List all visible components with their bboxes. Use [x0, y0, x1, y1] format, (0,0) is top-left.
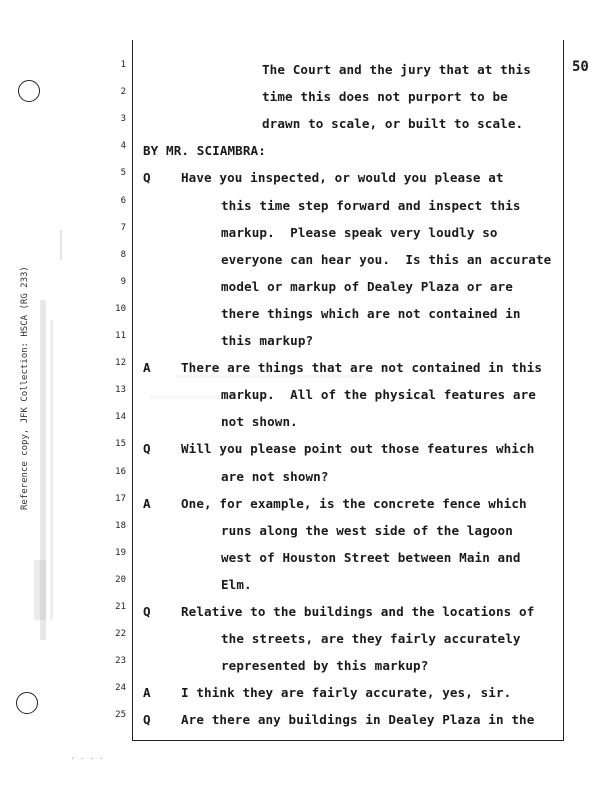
transcript-line: there things which are not contained in [221, 305, 521, 321]
qa-marker: Q [143, 604, 151, 619]
line-number: 18 [115, 520, 126, 531]
qa-marker: Q [143, 712, 151, 728]
transcript-line: One, for example, is the concrete fence which [181, 495, 527, 511]
line-number: 13 [115, 385, 126, 396]
transcript-line: model or markup of Dealey Plaza or are [221, 278, 513, 294]
transcript-line: this time step forward and inspect this [221, 197, 521, 213]
binder-hole-bottom [16, 692, 38, 714]
line-number: 23 [115, 656, 126, 667]
line-number: 16 [115, 466, 126, 477]
transcript-line: markup. All of the physical features are [221, 387, 536, 403]
transcript-line: are not shown? [221, 468, 329, 484]
line-number: 11 [115, 331, 126, 341]
line-number: 8 [120, 249, 126, 260]
line-number: 7 [120, 222, 126, 233]
qa-marker: A [143, 685, 151, 701]
qa-marker: Q [143, 170, 151, 186]
line-number: 3 [120, 114, 126, 125]
transcript-line: BY MR. SCIAMBRA: [143, 143, 266, 159]
line-number: 24 [115, 683, 126, 694]
transcript-line: Will you please point out those features which [181, 441, 535, 457]
transcript-line: west of Houston Street between Main and [221, 549, 521, 565]
line-number: 25 [115, 710, 126, 721]
bottom-scan-noise: . . . . [70, 752, 104, 761]
line-number: 9 [120, 276, 126, 287]
transcript-line: Have you inspected, or would you please at [181, 170, 504, 186]
line-number: 1 [120, 60, 126, 70]
transcript-line: The Court and the jury that at this [262, 62, 531, 77]
qa-marker: A [143, 495, 151, 511]
binder-hole-top [18, 80, 40, 102]
transcript-line: everyone can hear you. Is this an accurate [221, 251, 552, 267]
transcript-line: markup. Please speak very loudly so [221, 224, 498, 240]
line-number: 15 [115, 439, 126, 450]
line-number: 5 [120, 168, 126, 179]
transcript-line: There are things that are not contained in this [181, 360, 543, 376]
transcript-line: Relative to the buildings and the locations of [181, 604, 535, 619]
page-number: 50 [572, 59, 589, 75]
line-number: 21 [115, 602, 126, 612]
transcript-line: this markup? [221, 333, 314, 348]
line-number: 6 [120, 195, 126, 206]
line-number: 22 [115, 629, 126, 640]
transcript-line: drawn to scale, or built to scale. [262, 116, 524, 132]
qa-marker: A [143, 360, 151, 376]
line-number: 2 [120, 87, 126, 98]
line-number: 20 [115, 574, 126, 585]
transcript-line: not shown. [221, 414, 298, 430]
transcript-line: Are there any buildings in Dealey Plaza in the [181, 712, 535, 728]
transcript-line: Elm. [221, 576, 252, 592]
line-number: 14 [115, 412, 126, 423]
line-number: 19 [115, 547, 126, 558]
line-number: 4 [120, 141, 126, 152]
line-number: 17 [115, 493, 126, 504]
transcript-line: time this does not purport to be [262, 89, 508, 105]
transcript-line: runs along the west side of the lagoon [221, 522, 513, 538]
archive-stamp: Reference copy, JFK Collection: HSCA (RG 233) [20, 266, 30, 510]
transcript-line: the streets, are they fairly accurately [221, 631, 521, 647]
line-number: 12 [115, 358, 126, 369]
transcript-line: I think they are fairly accurate, yes, sir. [181, 685, 512, 701]
qa-marker: Q [143, 441, 151, 457]
line-number: 10 [115, 303, 126, 314]
transcript-line: represented by this markup? [221, 658, 429, 674]
